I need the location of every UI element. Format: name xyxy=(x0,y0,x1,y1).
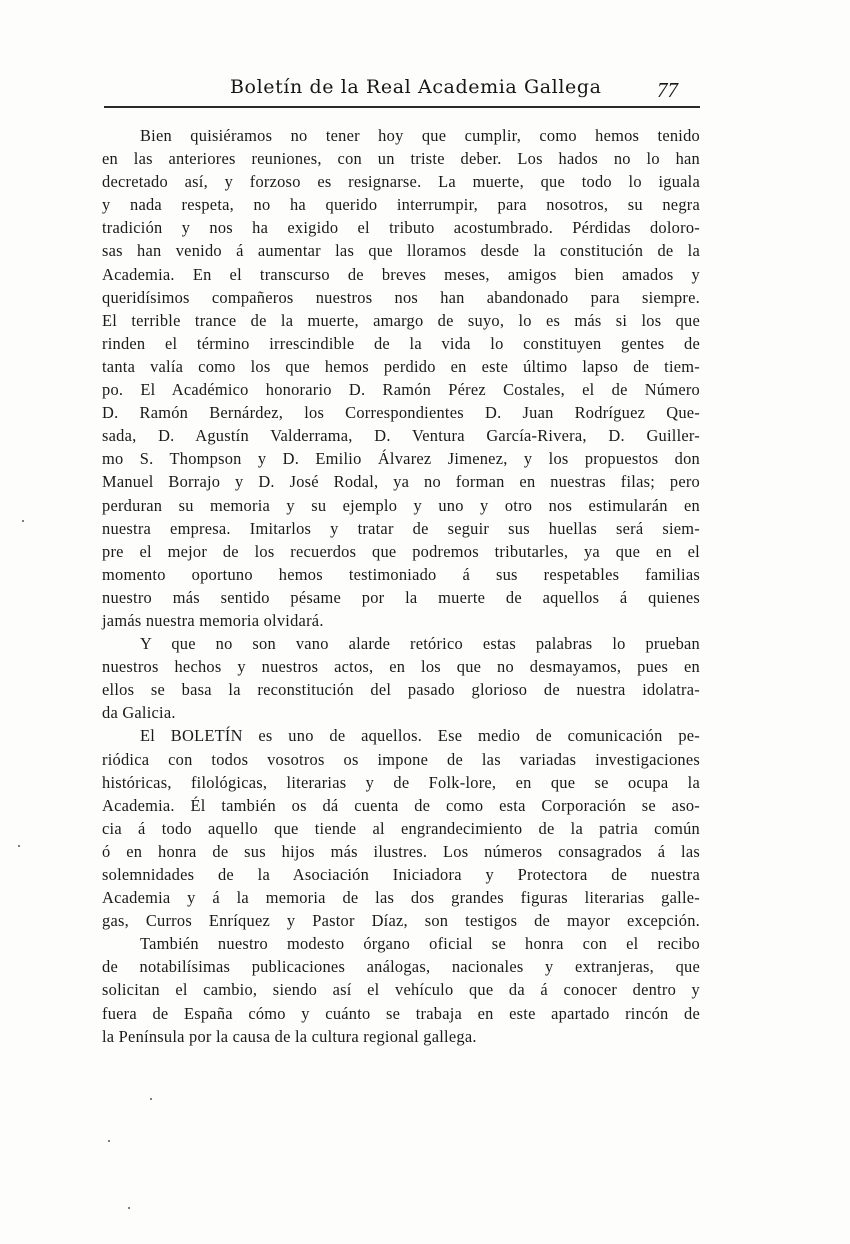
text-line: Manuel Borrajo y D. José Rodal, ya no forman en nuestras filas; pero xyxy=(102,472,700,492)
text-line: queridísimos compañeros nuestros nos han abandonado para siempre. xyxy=(102,287,700,307)
text-line: sas han venido á aumentar las que lloramos desde la constitución de la xyxy=(102,241,700,261)
text-line: Bien quisiéramos no tener hoy que cumplir, como hemos tenido xyxy=(140,126,700,145)
print-speck xyxy=(150,1098,152,1100)
print-speck xyxy=(18,845,20,847)
print-speck xyxy=(22,520,24,522)
text-line: pre el mejor de los recuerdos que podremos tributarles, ya que en el xyxy=(102,541,700,561)
text-line: decretado así, y forzoso es resignarse. La muerte, que todo lo iguala xyxy=(102,172,700,192)
text-line: solicitan el cambio, siendo así el vehículo que da á conocer dentro y xyxy=(102,980,700,1000)
running-header xyxy=(100,72,700,112)
text-line: gas, Curros Enríquez y Pastor Díaz, son testigos de mayor excepción. xyxy=(102,911,700,931)
body-text xyxy=(102,124,700,1048)
text-line: da Galicia. xyxy=(102,703,176,723)
text-line: Academia. Él también os dá cuenta de como esta Corporación se aso- xyxy=(102,795,700,815)
text-line: solemnidades de la Asociación Iniciadora y Protectora de nuestra xyxy=(102,865,700,884)
print-speck xyxy=(128,1207,130,1209)
text-line: nuestra empresa. Imitarlos y tratar de seguir sus huellas será siem- xyxy=(102,518,700,538)
text-line: También nuestro modesto órgano oficial se honra con el recibo xyxy=(140,934,700,954)
text-line: El terrible trance de la muerte, amargo de suyo, lo es más si los que xyxy=(102,310,700,330)
journal-title: Boletín de la Real Academia Gallega xyxy=(230,76,602,98)
header-rule xyxy=(104,106,700,108)
text-line: cia á todo aquello que tiende al engrandecimiento de la patria común xyxy=(102,818,700,838)
text-line: D. Ramón Bernárdez, los Correspondientes D. Juan Rodríguez Que- xyxy=(102,403,700,423)
text-line: ellos se basa la reconstitución del pasado glorioso de nuestra idolatra- xyxy=(102,680,700,700)
page-number: 77 xyxy=(657,78,678,102)
text-line: de notabilísimas publicaciones análogas, nacionales y extranjeras, que xyxy=(102,957,700,977)
text-line: Academia. En el transcurso de breves meses, amigos bien amados y xyxy=(102,264,700,284)
text-line: nuestro más sentido pésame por la muerte de aquellos á quienes xyxy=(102,587,700,607)
text-line: El BOLETÍN es uno de aquellos. Ese medio de comunicación pe- xyxy=(140,726,700,746)
text-line: ó en honra de sus hijos más ilustres. Los números consagrados á las xyxy=(102,841,700,861)
text-line: Academia y á la memoria de las dos grandes figuras literarias galle- xyxy=(102,888,700,908)
text-line: tradición y nos ha exigido el tributo acostumbrado. Pérdidas doloro- xyxy=(102,218,700,238)
text-line: sada, D. Agustín Valderrama, D. Ventura García-Rivera, D. Guiller- xyxy=(102,426,700,446)
text-line: mo S. Thompson y D. Emilio Álvarez Jimenez, y los propuestos don xyxy=(102,449,700,469)
print-speck xyxy=(108,1140,110,1142)
text-line: en las anteriores reuniones, con un triste deber. Los hados no lo han xyxy=(102,149,700,169)
text-line: Y que no son vano alarde retórico estas palabras lo prueban xyxy=(140,634,700,654)
text-line: riódica con todos vosotros os impone de las variadas investigaciones xyxy=(102,749,700,769)
text-line: históricas, filológicas, literarias y de Folk-lore, en que se ocupa la xyxy=(102,772,700,792)
text-line: rinden el término irrescindible de la vida lo constituyen gentes de xyxy=(102,333,700,353)
text-line: perduran su memoria y su ejemplo y uno y otro nos estimularán en xyxy=(102,495,700,515)
text-line: po. El Académico honorario D. Ramón Pérez Costales, el de Número xyxy=(102,380,700,400)
text-line: nuestros hechos y nuestros actos, en los que no desmayamos, pues en xyxy=(102,657,700,677)
text-line: jamás nuestra memoria olvidará. xyxy=(102,610,324,630)
text-line: tanta valía como los que hemos perdido en este último lapso de tiem- xyxy=(102,356,700,376)
text-line: y nada respeta, no ha querido interrumpir, para nosotros, su negra xyxy=(102,195,700,215)
text-line: momento oportuno hemos testimoniado á sus respetables familias xyxy=(102,564,700,584)
text-line: fuera de España cómo y cuánto se trabaja en este apartado rincón de xyxy=(102,1003,700,1023)
text-line: la Península por la causa de la cultura regional gallega. xyxy=(102,1026,477,1046)
